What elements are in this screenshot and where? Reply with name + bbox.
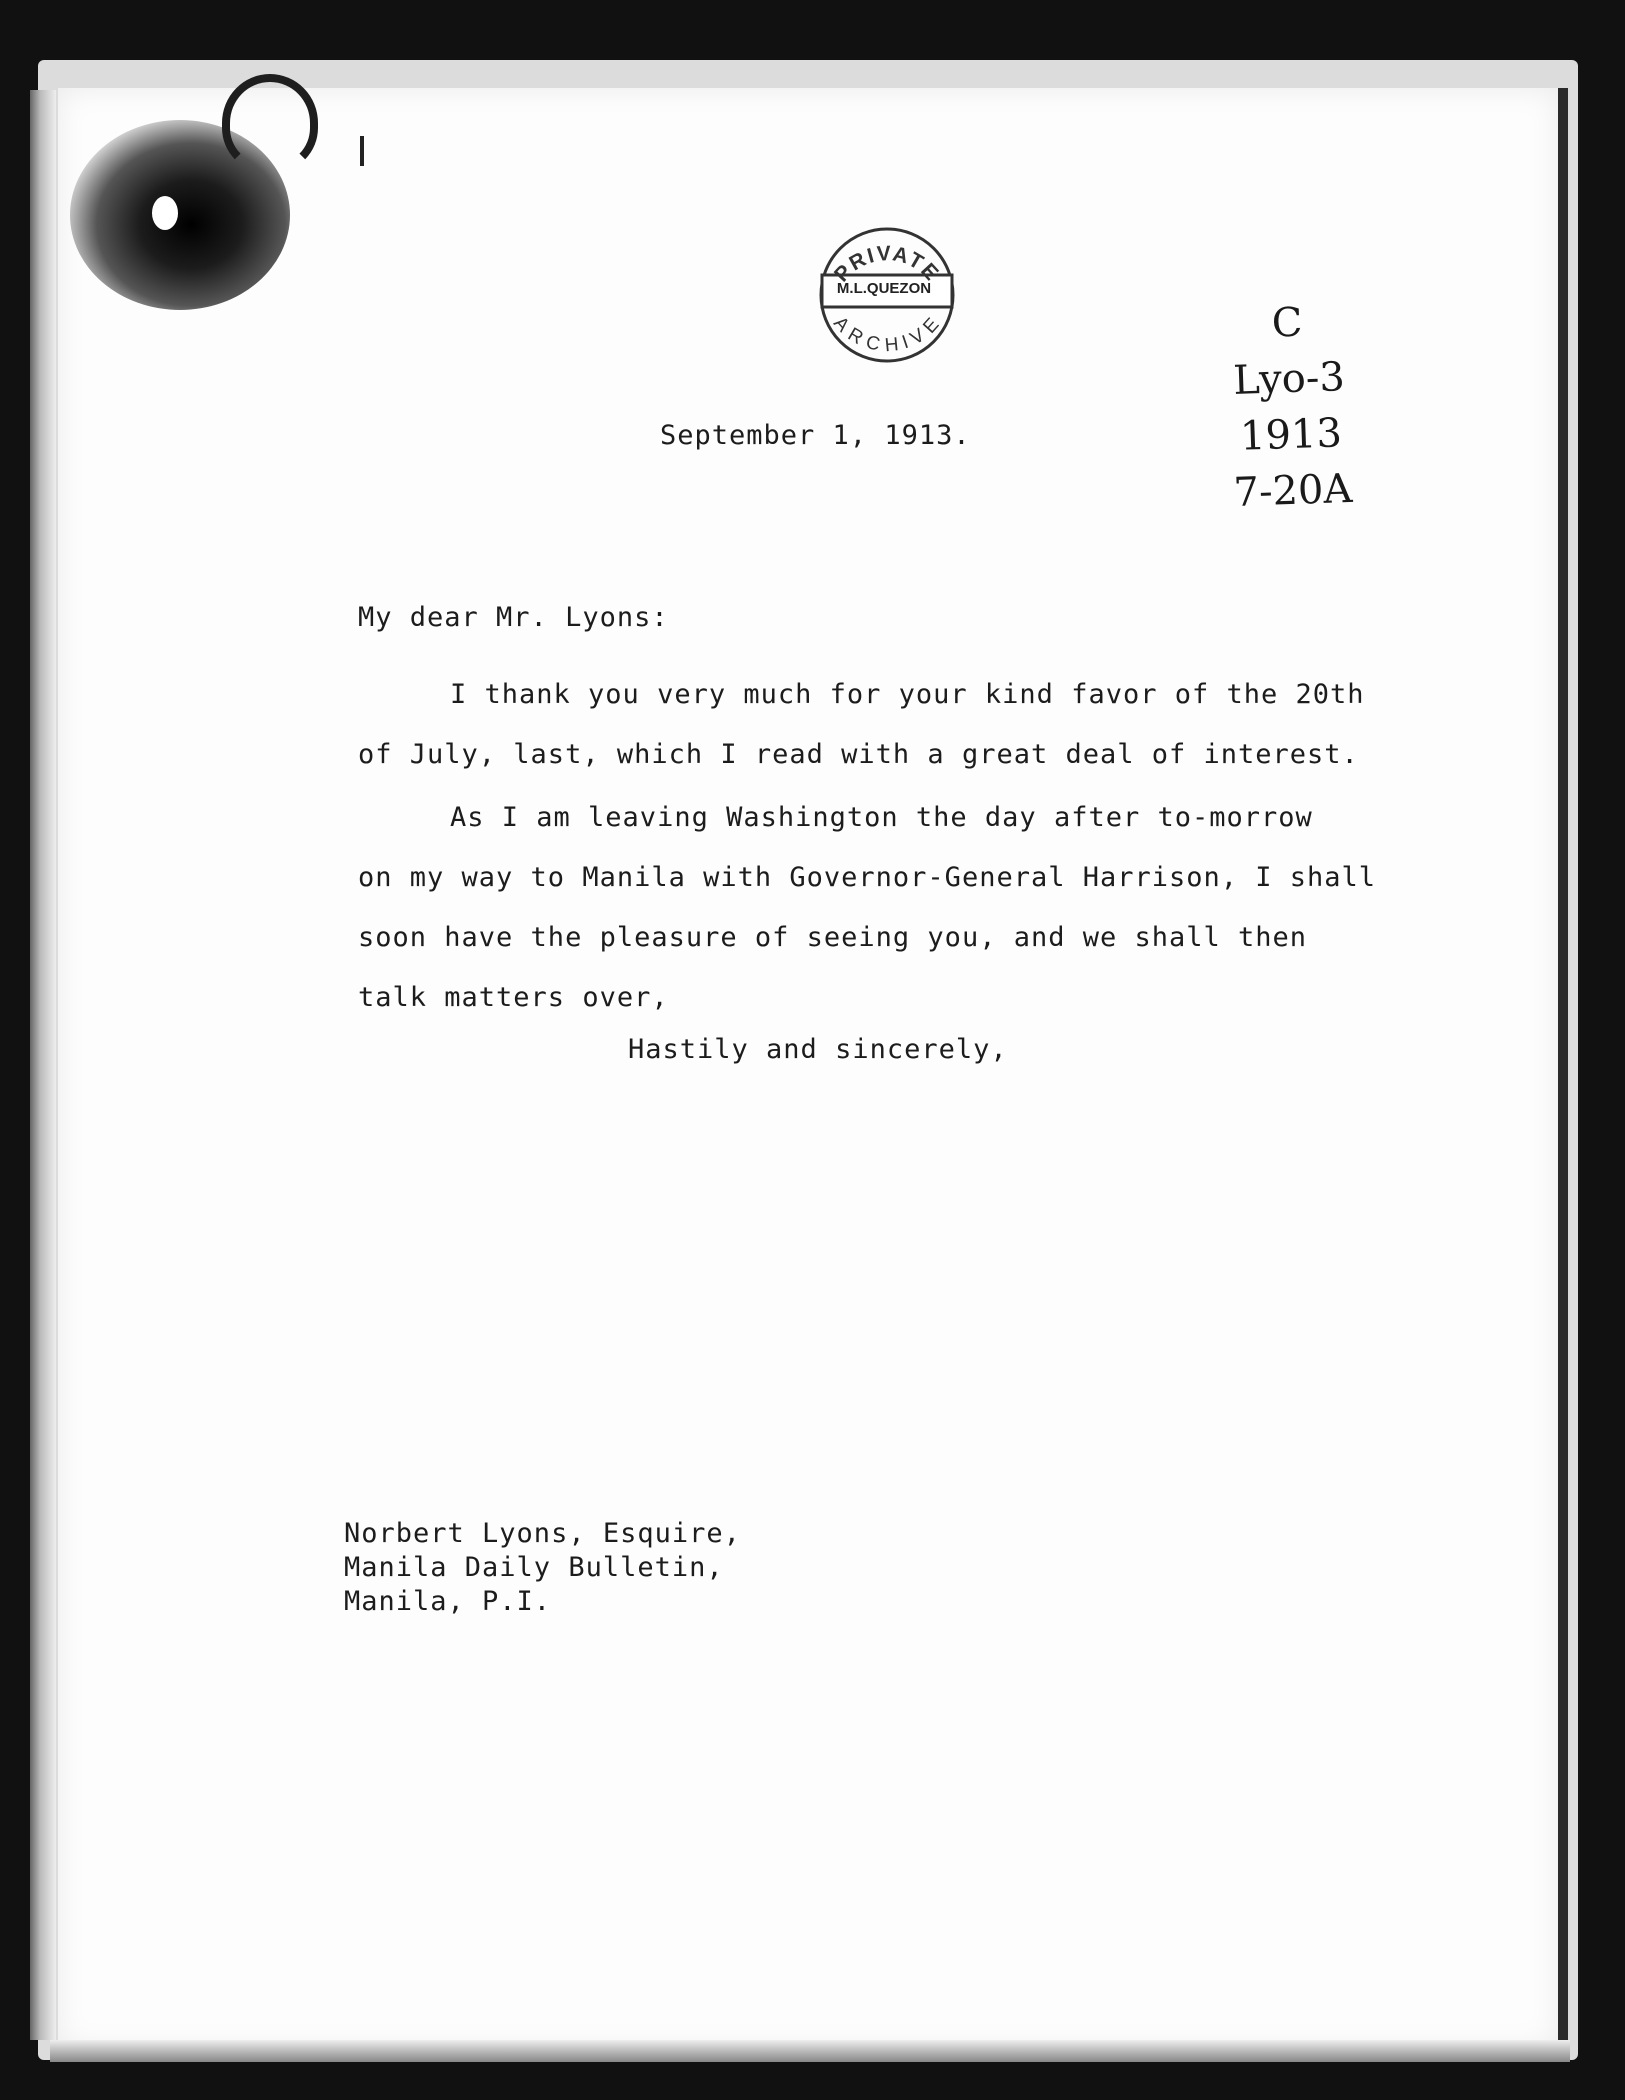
letter-closing: Hastily and sincerely, [628, 1034, 1008, 1065]
paragraph-line: talk matters over, [358, 982, 669, 1013]
paragraph-line: I thank you very much for your kind favor of the 20th [450, 679, 1365, 710]
annotation-line: C [1270, 299, 1304, 347]
paper-bottom-edge [50, 2040, 1570, 2062]
paperclip-mark [222, 74, 318, 172]
annotation-line: 7-20A [1232, 465, 1354, 517]
stamp-bottom-text: ARCHIVE [829, 312, 945, 357]
punch-hole [152, 196, 178, 230]
recipient-address [344, 1517, 741, 1619]
paragraph-line: of July, last, which I read with a great deal of interest. [358, 739, 1359, 770]
handwritten-annotation [1181, 291, 1399, 522]
margin-tick-mark [360, 136, 364, 166]
stamp-middle-text: M.L.QUEZON [836, 280, 932, 297]
letter-paragraph-1 [358, 665, 1468, 785]
paper-left-edge [30, 90, 56, 2040]
paragraph-line: soon have the pleasure of seeing you, and we shall then [358, 922, 1308, 953]
address-line: Norbert Lyons, Esquire, [344, 1518, 741, 1549]
letter-salutation: My dear Mr. Lyons: [358, 602, 669, 633]
address-line: Manila Daily Bulletin, [344, 1552, 724, 1583]
letter-date: September 1, 1913. [660, 420, 971, 451]
annotation-line: 1913 [1239, 410, 1343, 460]
paragraph-line: As I am leaving Washington the day after to-morrow [450, 802, 1313, 833]
stamp-top-text: PRIVATE [830, 242, 944, 287]
address-line: Manila, P.I. [344, 1586, 552, 1617]
paragraph-line: on my way to Manila with Governor-General Harrison, I shall [358, 862, 1377, 893]
letter-paragraph-2 [358, 788, 1468, 1028]
annotation-line: Lyo-3 [1232, 354, 1346, 404]
svg-text:ARCHIVE [829, 313, 945, 357]
